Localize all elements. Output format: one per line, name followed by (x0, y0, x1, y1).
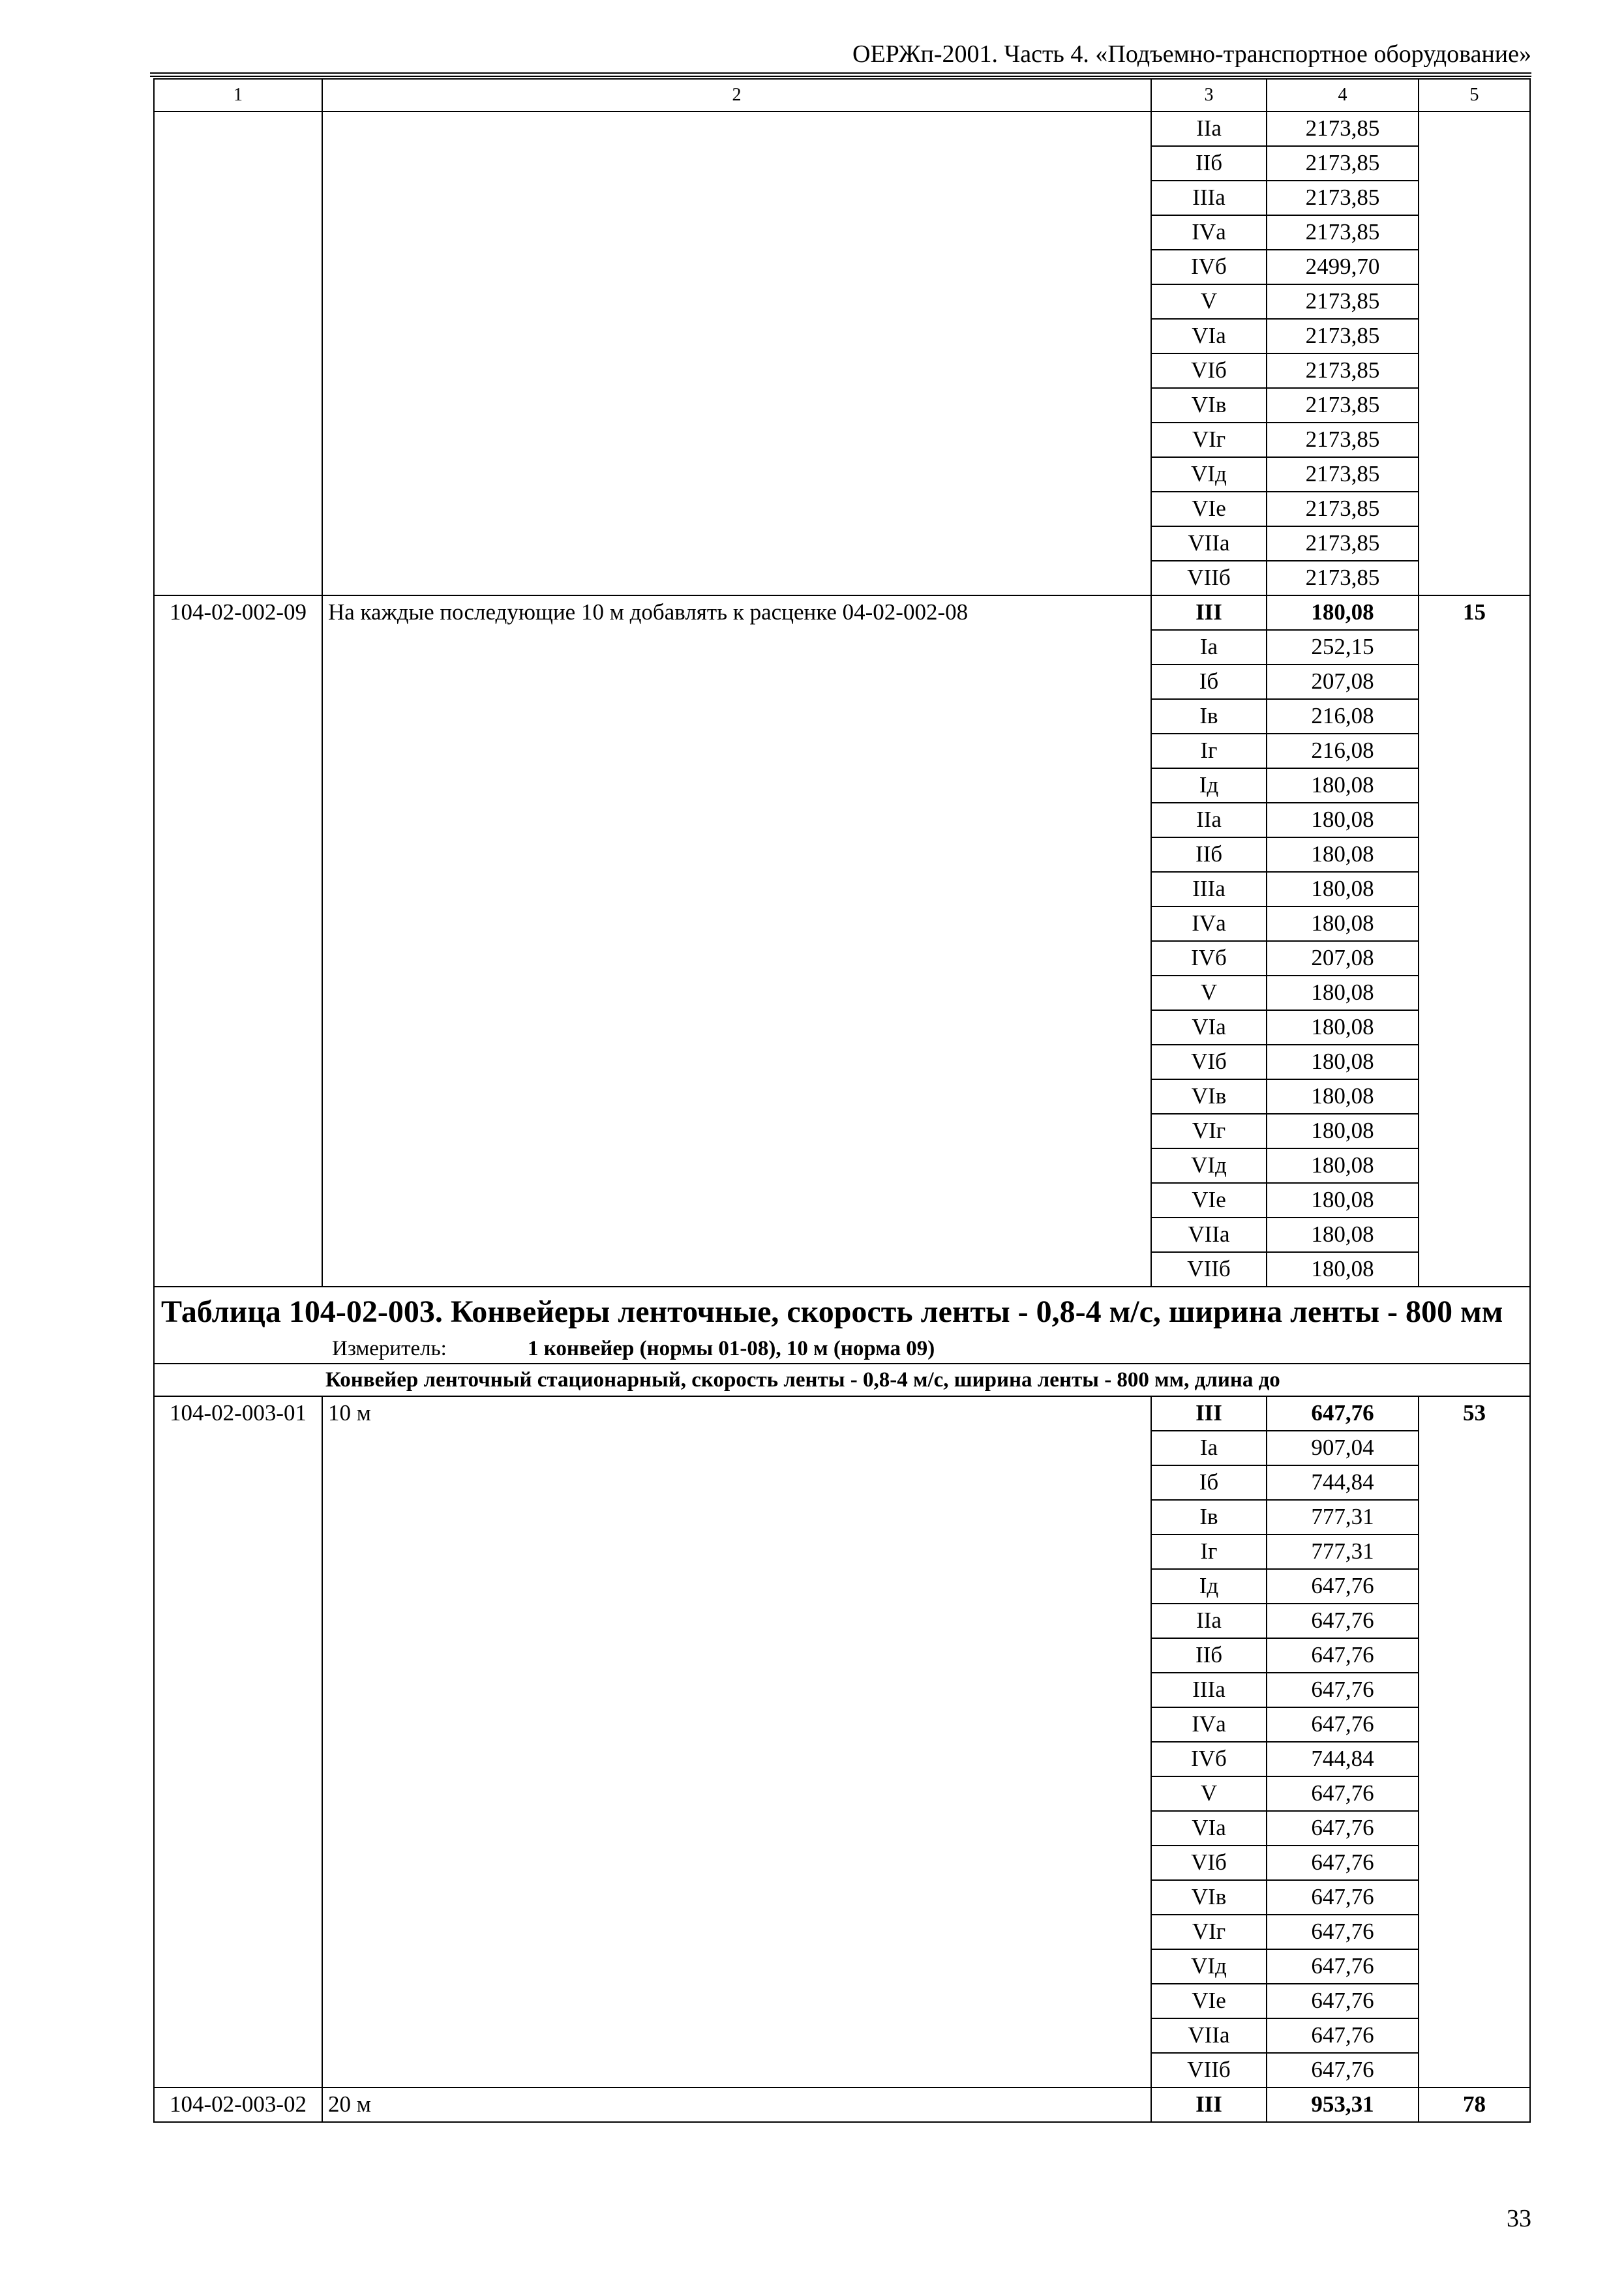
entry-description: На каждые последующие 10 м добавлять к расценке 04-02-002-08 (322, 595, 1151, 1287)
rate-value: 647,76 (1267, 1949, 1419, 1984)
rate-value: 180,08 (1267, 1079, 1419, 1114)
region-class: IIа (1151, 803, 1267, 837)
header-rule (150, 72, 1531, 74)
region-class: III (1151, 1396, 1267, 1431)
region-class: VIе (1151, 1183, 1267, 1218)
rate-value: 180,08 (1267, 1114, 1419, 1148)
rate-value: 180,08 (1267, 1148, 1419, 1183)
region-class: VIд (1151, 1148, 1267, 1183)
labor-cost: 78 (1419, 2087, 1530, 2122)
entry-code: 104-02-003-02 (154, 2087, 322, 2122)
rate-value: 647,76 (1267, 1638, 1419, 1673)
rate-value: 2173,85 (1267, 388, 1419, 423)
region-class: VIд (1151, 457, 1267, 492)
rate-value: 647,76 (1267, 2053, 1419, 2087)
region-class: IIб (1151, 837, 1267, 872)
rate-value: 647,76 (1267, 1673, 1419, 1707)
rate-value: 953,31 (1267, 2087, 1419, 2122)
region-class: IVб (1151, 1742, 1267, 1776)
entry-code-empty (154, 112, 322, 595)
rate-value: 216,08 (1267, 734, 1419, 768)
rate-value: 647,76 (1267, 1880, 1419, 1915)
region-class: VIIб (1151, 2053, 1267, 2087)
region-class: III (1151, 2087, 1267, 2122)
rate-value: 180,08 (1267, 1183, 1419, 1218)
entry-code: 104-02-002-09 (154, 595, 322, 1287)
rate-value: 647,76 (1267, 1569, 1419, 1604)
rate-row (154, 112, 1530, 146)
rate-value: 216,08 (1267, 699, 1419, 734)
rate-value: 180,08 (1267, 1252, 1419, 1287)
region-class: VIв (1151, 1880, 1267, 1915)
rate-value: 180,08 (1267, 976, 1419, 1010)
region-class: IIIа (1151, 181, 1267, 215)
region-class: VIб (1151, 1846, 1267, 1880)
region-class: VIIа (1151, 526, 1267, 561)
rate-value: 647,76 (1267, 1846, 1419, 1880)
page-number: 33 (1507, 2205, 1531, 2232)
region-class: IIа (1151, 112, 1267, 146)
table-title-row (154, 1287, 1530, 1364)
rate-value: 180,08 (1267, 768, 1419, 803)
rate-value: 180,08 (1267, 595, 1419, 630)
rate-value: 647,76 (1267, 1707, 1419, 1742)
subheader-row (154, 1364, 1530, 1396)
region-class: IVа (1151, 215, 1267, 250)
region-class: VIа (1151, 1010, 1267, 1045)
rate-value: 2173,85 (1267, 284, 1419, 319)
rate-value: 2173,85 (1267, 492, 1419, 526)
rate-value: 180,08 (1267, 1045, 1419, 1079)
rate-value: 2499,70 (1267, 250, 1419, 284)
header-rule-secondary (150, 76, 1531, 77)
rate-value: 2173,85 (1267, 457, 1419, 492)
region-class: Iа (1151, 1431, 1267, 1465)
rates-table (153, 78, 1531, 2123)
rate-value: 647,76 (1267, 1396, 1419, 1431)
rate-value: 252,15 (1267, 630, 1419, 665)
region-class: VIг (1151, 423, 1267, 457)
entry-description: 20 м (322, 2087, 1151, 2122)
column-number-row (154, 79, 1530, 112)
table-title-block (154, 1287, 1530, 1364)
region-class: VIIб (1151, 1252, 1267, 1287)
column-number: 2 (322, 79, 1151, 112)
region-class: IVб (1151, 250, 1267, 284)
rate-value: 180,08 (1267, 1218, 1419, 1252)
column-number: 5 (1419, 79, 1530, 112)
region-class: VIг (1151, 1114, 1267, 1148)
rate-value: 180,08 (1267, 803, 1419, 837)
region-class: IVа (1151, 906, 1267, 941)
column-number: 4 (1267, 79, 1419, 112)
region-class: VIг (1151, 1915, 1267, 1949)
rate-value: 647,76 (1267, 2018, 1419, 2053)
region-class: VIб (1151, 353, 1267, 388)
region-class: Iг (1151, 1534, 1267, 1569)
region-class: Iд (1151, 1569, 1267, 1604)
rate-value: 2173,85 (1267, 423, 1419, 457)
region-class: VIа (1151, 1811, 1267, 1846)
region-class: VIIа (1151, 2018, 1267, 2053)
region-class: VIа (1151, 319, 1267, 353)
region-class: VIе (1151, 1984, 1267, 2018)
entry-description-empty (322, 112, 1151, 595)
region-class: IVб (1151, 941, 1267, 976)
region-class: VIе (1151, 492, 1267, 526)
region-class: VIб (1151, 1045, 1267, 1079)
region-class: VIIб (1151, 561, 1267, 595)
region-class: VIв (1151, 388, 1267, 423)
region-class: V (1151, 1776, 1267, 1811)
region-class: Iа (1151, 630, 1267, 665)
region-class: VIд (1151, 1949, 1267, 1984)
region-class: V (1151, 284, 1267, 319)
region-class: VIв (1151, 1079, 1267, 1114)
rate-value: 207,08 (1267, 941, 1419, 976)
table-subheader: Конвейер ленточный стационарный, скорость ленты - 0,8-4 м/с, ширина ленты - 800 мм, длина до (154, 1364, 1530, 1396)
labor-cost: 15 (1419, 595, 1530, 1287)
rate-value: 777,31 (1267, 1500, 1419, 1534)
rate-value: 647,76 (1267, 1776, 1419, 1811)
rate-value: 2173,85 (1267, 181, 1419, 215)
rate-value: 647,76 (1267, 1915, 1419, 1949)
region-class: Iб (1151, 665, 1267, 699)
region-class: IIIа (1151, 872, 1267, 906)
entry-code: 104-02-003-01 (154, 1396, 322, 2087)
region-class: Iв (1151, 699, 1267, 734)
region-class: Iг (1151, 734, 1267, 768)
rate-value: 180,08 (1267, 837, 1419, 872)
rate-value: 2173,85 (1267, 146, 1419, 181)
region-class: IIб (1151, 1638, 1267, 1673)
rate-value: 2173,85 (1267, 526, 1419, 561)
rate-value: 907,04 (1267, 1431, 1419, 1465)
meter-value: 1 конвейер (нормы 01-08), 10 м (норма 09) (528, 1337, 935, 1360)
rate-row (154, 2087, 1530, 2122)
rate-row (154, 1396, 1530, 1431)
rate-value: 647,76 (1267, 1811, 1419, 1846)
rate-value: 2173,85 (1267, 319, 1419, 353)
region-class: Iб (1151, 1465, 1267, 1500)
rate-value: 744,84 (1267, 1742, 1419, 1776)
meter-line (161, 1334, 1523, 1363)
region-class: Iд (1151, 768, 1267, 803)
rate-value: 2173,85 (1267, 353, 1419, 388)
rate-value: 777,31 (1267, 1534, 1419, 1569)
labor-cost: 53 (1419, 1396, 1530, 2087)
rate-row (154, 595, 1530, 630)
rate-value: 207,08 (1267, 665, 1419, 699)
entry-description: 10 м (322, 1396, 1151, 2087)
meter-label: Измеритель: (332, 1337, 447, 1360)
labor-cost-empty (1419, 112, 1530, 595)
column-number: 3 (1151, 79, 1267, 112)
rate-value: 647,76 (1267, 1984, 1419, 2018)
rate-value: 2173,85 (1267, 112, 1419, 146)
rate-value: 2173,85 (1267, 561, 1419, 595)
region-class: IVа (1151, 1707, 1267, 1742)
region-class: IIа (1151, 1604, 1267, 1638)
running-header: ОЕРЖп-2001. Часть 4. «Подъемно-транспортное оборудование» (852, 40, 1531, 68)
column-number: 1 (154, 79, 322, 112)
rate-value: 180,08 (1267, 906, 1419, 941)
rate-value: 647,76 (1267, 1604, 1419, 1638)
rate-value: 744,84 (1267, 1465, 1419, 1500)
region-class: IIб (1151, 146, 1267, 181)
rate-value: 2173,85 (1267, 215, 1419, 250)
rate-value: 180,08 (1267, 872, 1419, 906)
rate-value: 180,08 (1267, 1010, 1419, 1045)
region-class: Iв (1151, 1500, 1267, 1534)
region-class: VIIа (1151, 1218, 1267, 1252)
region-class: III (1151, 595, 1267, 630)
region-class: IIIа (1151, 1673, 1267, 1707)
region-class: V (1151, 976, 1267, 1010)
table-title: Таблица 104-02-003. Конвейеры ленточные, скорость ленты - 0,8-4 м/с, ширина ленты - 800 мм (161, 1294, 1503, 1329)
